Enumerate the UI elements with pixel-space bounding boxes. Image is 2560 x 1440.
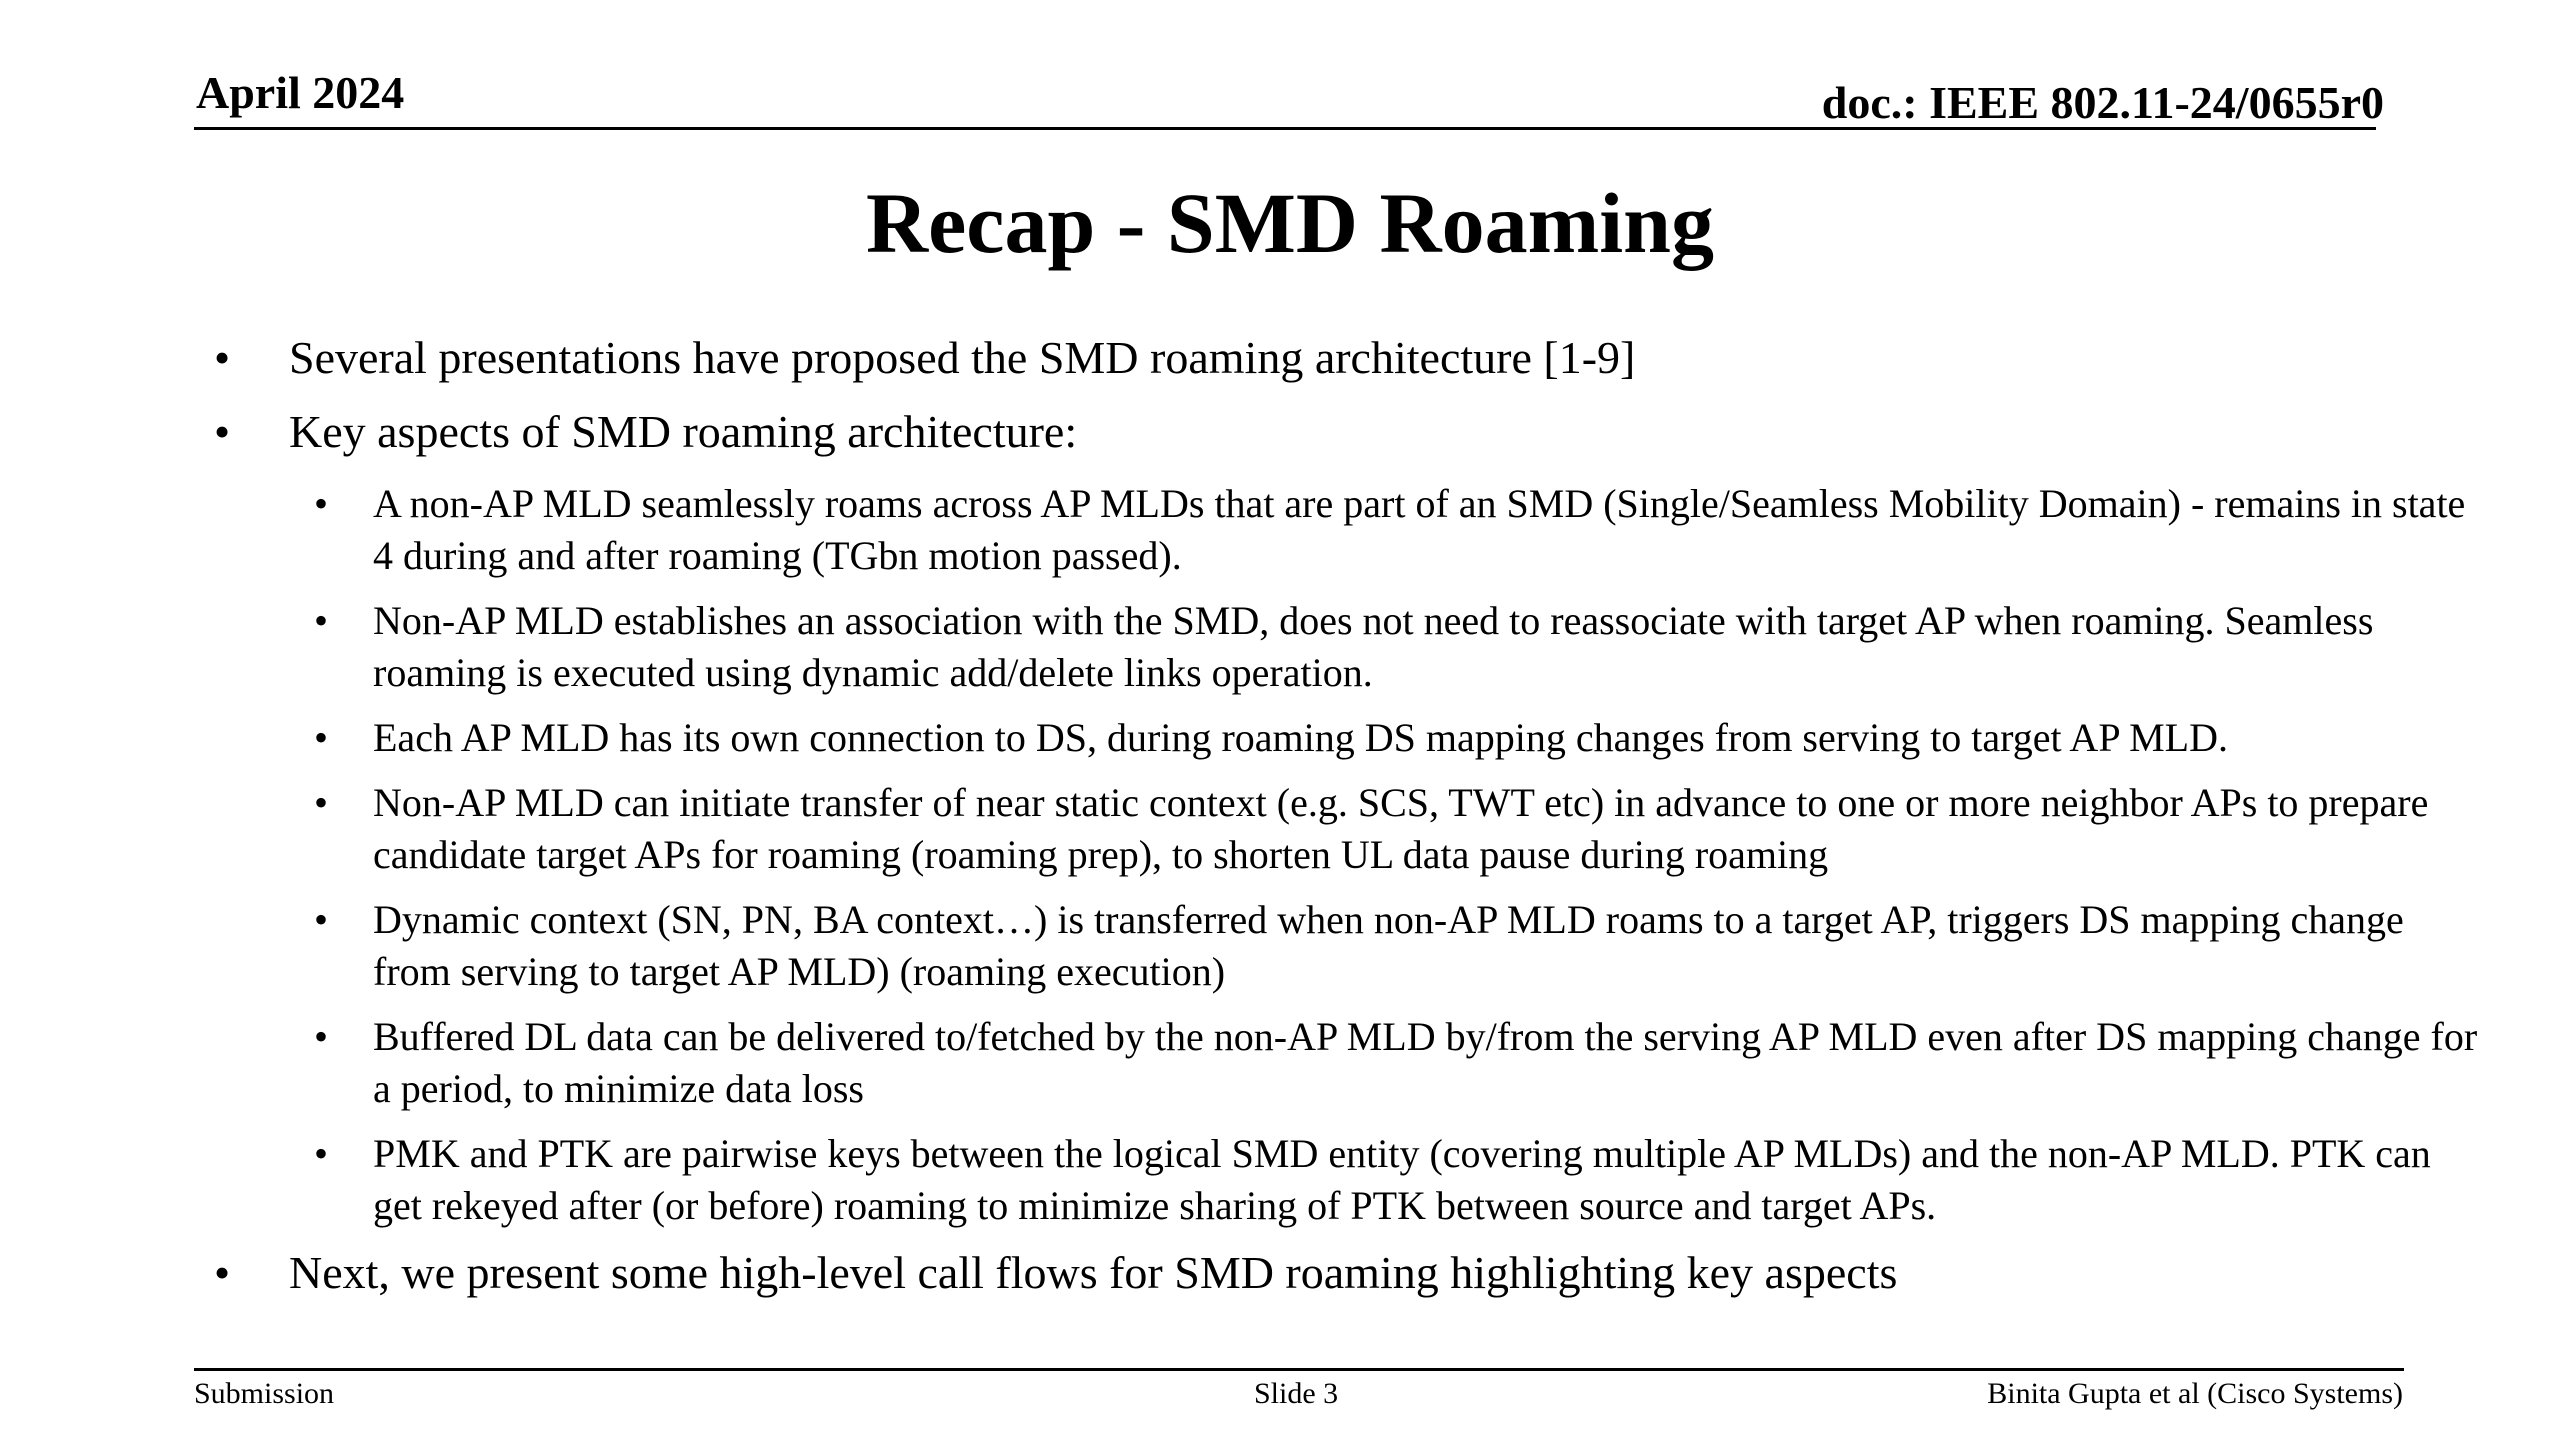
footer-divider	[194, 1368, 2404, 1371]
sub-bullet-marker: •	[314, 1131, 329, 1176]
bullet-marker: •	[214, 332, 231, 383]
sub-bullet-item	[0, 894, 2560, 998]
bullet-text: Key aspects of SMD roaming architecture:	[289, 406, 1078, 457]
header-doc-number: doc.: IEEE 802.11-24/0655r0	[1821, 77, 2384, 128]
bullet-text: Several presentations have proposed the SMD roaming architecture [1-9]	[289, 332, 1636, 383]
footer-slide-number: Slide 3	[1254, 1377, 1339, 1410]
footer-author: Binita Gupta et al (Cisco Systems)	[1987, 1377, 2403, 1410]
bullet-marker: •	[214, 1247, 231, 1298]
sub-bullet-text: Dynamic context (SN, PN, BA context…) is transferred when non-AP MLD roams to a target AP, triggers DS mapping change from serving to target AP MLD) (roaming execution)	[373, 897, 2404, 994]
sub-bullet-item	[0, 595, 2560, 699]
sub-bullet-text: Each AP MLD has its own connection to DS, during roaming DS mapping changes from serving to target AP MLD.	[373, 715, 2228, 760]
sub-bullet-marker: •	[314, 897, 329, 942]
sub-bullet-item	[0, 1128, 2560, 1232]
footer-submission: Submission	[194, 1377, 335, 1410]
sub-bullet-text: Buffered DL data can be delivered to/fetched by the non-AP MLD by/from the serving AP MLD even after DS mapping change for a period, to minimize data loss	[373, 1014, 2478, 1111]
bullet-marker: •	[214, 406, 231, 457]
bullet-item	[0, 330, 2560, 386]
sub-bullet-item	[0, 478, 2560, 582]
bullet-item	[0, 1245, 2560, 1301]
header-date: April 2024	[196, 67, 405, 118]
sub-bullet-item	[0, 1011, 2560, 1115]
sub-bullet-marker: •	[314, 1014, 329, 1059]
sub-bullet-item	[0, 777, 2560, 881]
slide-content	[0, 330, 2560, 1319]
sub-bullet-text: Non-AP MLD establishes an association with the SMD, does not need to reassociate with target AP when roaming. Seamless roaming is executed using dynamic add/delete links operation.	[373, 598, 2374, 695]
sub-bullet-marker: •	[314, 598, 329, 643]
bullet-text: Next, we present some high-level call flows for SMD roaming highlighting key aspects	[289, 1247, 1898, 1298]
sub-bullet-text: PMK and PTK are pairwise keys between the logical SMD entity (covering multiple AP MLDs) and the non-AP MLD. PTK can get rekeyed after (or before) roaming to minimize sharing of PTK between source and target APs.	[373, 1131, 2431, 1228]
sub-bullet-text: A non-AP MLD seamlessly roams across AP MLDs that are part of an SMD (Single/Seamless Mobility Domain) - remains in state 4 during and after roaming (TGbn motion passed).	[373, 481, 2466, 578]
bullet-item	[0, 404, 2560, 460]
slide-title: Recap - SMD Roaming	[866, 175, 1714, 271]
sub-bullet-marker: •	[314, 715, 329, 760]
sub-bullet-text: Non-AP MLD can initiate transfer of near static context (e.g. SCS, TWT etc) in advance to one or more neighbor APs to prepare candidate target APs for roaming (roaming prep), to shorten UL data pause during roaming	[373, 780, 2429, 877]
sub-bullet-marker: •	[314, 780, 329, 825]
header-divider	[194, 127, 2376, 130]
sub-bullet-item	[0, 712, 2560, 764]
sub-bullet-marker: •	[314, 481, 329, 526]
